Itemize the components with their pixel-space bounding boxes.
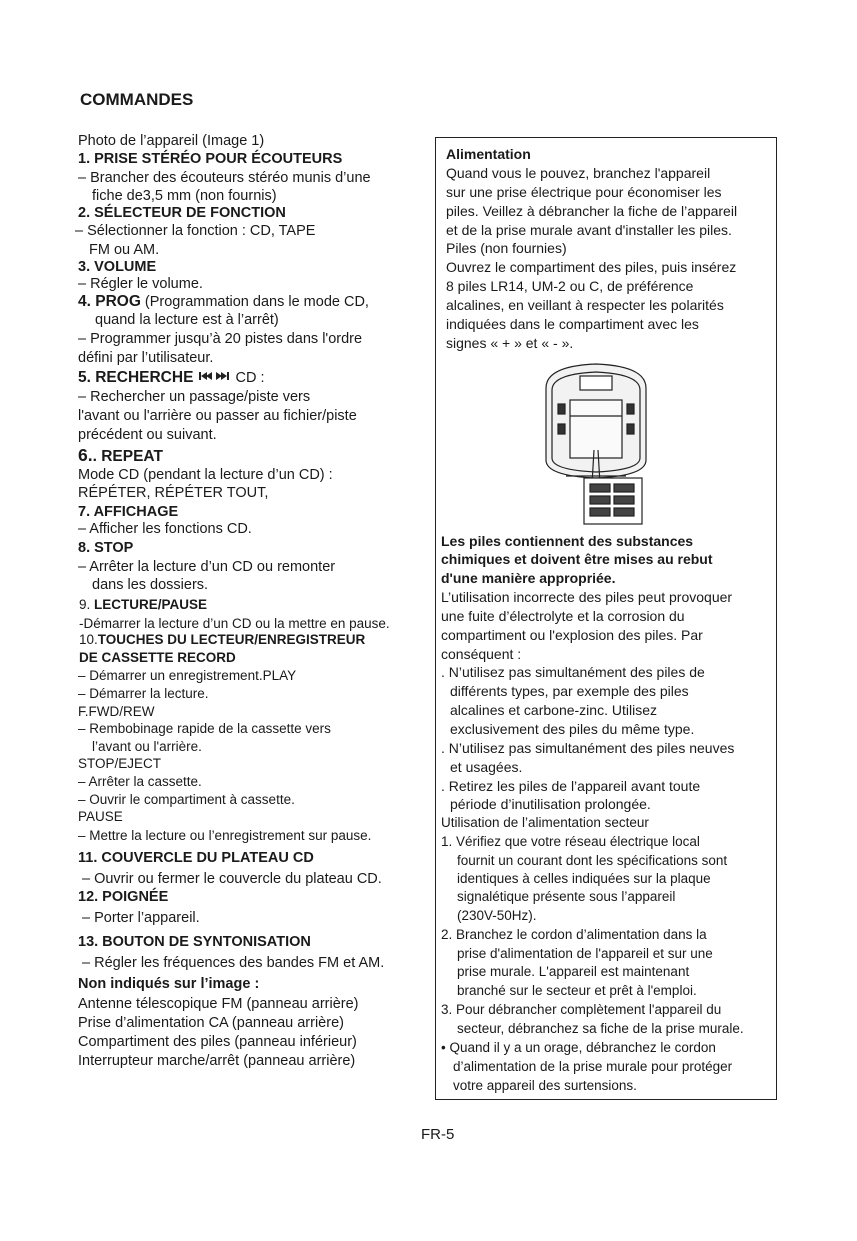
section-10-text: – Mettre la lecture ou l’enregistrement sur pause. [78,828,372,843]
section-9-text: -Démarrer la lecture d’un CD ou la mettre en pause. [79,616,390,631]
warning-heading: Les piles contiennent des substances [441,533,694,549]
section-1-text: – Brancher des écouteurs stéréo munis d’une [78,170,371,186]
warning-heading: chimiques et doivent être mises au rebut [441,551,713,567]
section-10-number: 10. [79,632,98,647]
section-9-title: LECTURE/PAUSE [94,597,208,612]
section-4-subtitle: (Programmation dans le mode CD, [140,294,369,310]
section-11-text: – Ouvrir ou fermer le couvercle du plateau CD. [82,871,382,887]
section-5-subtitle: CD : [235,370,265,386]
section-6-heading [78,445,163,466]
section-7-text: – Afficher les fonctions CD. [78,521,252,537]
section-10-title-cont: DE CASSETTE RECORD [79,650,236,665]
mains-step: 2. Branchez le cordon d’alimentation dans la [441,927,707,942]
section-10-text: F.FWD/REW [78,704,155,719]
section-4-text: – Programmer jusqu’à 20 pistes dans l'ordre [78,331,363,347]
mains-text: signalétique présente sous l’appareil [457,889,676,904]
power-text: signes « + » et « - ». [446,335,574,351]
section-4-title: 4. PROG [78,293,141,310]
power-text: sur une prise électrique pour économiser les [446,184,722,200]
warning-text: différents types, par exemple des piles [450,683,689,699]
mains-text: prise murale. L'appareil est maintenant [457,964,690,979]
power-text: indiquées dans le compartiment avec les [446,316,699,332]
warning-heading: d'une manière appropriée. [441,570,616,586]
warning-text: et usagées. [450,759,523,775]
section-5-title: 5. RECHERCHE [78,369,194,386]
mains-text: (230V-50Hz). [457,908,537,923]
section-4-text: quand la lecture est à l’arrêt) [95,312,279,328]
battery-compartment-illustration [536,360,656,531]
section-9-number: 9. [79,597,95,612]
power-text: Quand vous le pouvez, branchez l'appareil [446,165,711,181]
section-10-text: – Ouvrir le compartiment à cassette. [78,792,295,807]
power-text: piles. Veillez à débrancher la fiche de l’appareil [446,203,738,219]
not-shown-item: Antenne télescopique FM (panneau arrière) [78,996,359,1012]
section-10-text: PAUSE [78,809,123,824]
warning-text: conséquent : [441,646,522,662]
mains-text: branché sur le secteur et prêt à l'emploi. [457,983,697,998]
section-4-text: défini par l’utilisateur. [78,350,214,366]
section-10-text: STOP/EJECT [78,756,162,771]
section-13-heading: 13. BOUTON DE SYNTONISATION [78,934,311,950]
batteries-subheading: Piles (non fournies) [446,240,567,256]
warning-text: période d’inutilisation prolongée. [450,796,651,812]
section-10-text: – Rembobinage rapide de la cassette vers [78,721,331,736]
warning-text: une fuite d’électrolyte et la corrosion du [441,608,685,624]
warning-text: alcalines et carbone-zinc. Utilisez [450,702,657,718]
mains-text: votre appareil des surtensions. [453,1078,637,1093]
power-text: Ouvrez le compartiment des piles, puis insérez [446,259,737,275]
not-shown-item: Compartiment des piles (panneau inférieur) [78,1034,357,1050]
section-6-text: RÉPÉTER, RÉPÉTER TOUT, [78,485,269,501]
section-4-heading [78,293,369,311]
power-text: et de la prise murale avant d'installer les piles. [446,222,732,238]
power-text: alcalines, en veillant à respecter les polarités [446,297,724,313]
section-10-title: TOUCHES DU LECTEUR/ENREGISTREUR [97,632,366,647]
section-9-heading [79,597,207,612]
page-title: COMMANDES [80,90,194,109]
not-shown-item: Prise d’alimentation CA (panneau arrière) [78,1015,344,1031]
section-13-text: – Régler les fréquences des bandes FM et AM. [82,955,385,971]
section-7-heading: 7. AFFICHAGE [78,504,179,520]
section-10-text: – Démarrer un enregistrement.PLAY [78,668,297,683]
skip-back-forward-icon [197,370,231,386]
photo-caption: Photo de l’appareil (Image 1) [78,133,265,149]
section-10-text: – Arrêter la cassette. [78,774,202,789]
power-text: 8 piles LR14, UM-2 ou C, de préférence [446,278,694,294]
warning-text: exclusivement des piles du même type. [450,721,695,737]
section-6-text: Mode CD (pendant la lecture d’un CD) : [78,467,333,483]
warning-bullet: . N’utilisez pas simultanément des piles de [441,664,705,680]
mains-text: secteur, débranchez sa fiche de la prise murale. [457,1021,744,1036]
section-8-heading: 8. STOP [78,540,134,556]
section-6-number: 6. [78,445,93,465]
warning-bullet: . N’utilisez pas simultanément des piles neuves [441,740,735,756]
warning-text: compartiment ou l'explosion des piles. Par [441,627,703,643]
section-8-text: – Arrêter la lecture d’un CD ou remonter [78,559,336,575]
section-3-heading: 3. VOLUME [78,259,157,275]
not-shown-heading: Non indiqués sur l’image : [78,976,260,992]
mains-step: 1. Vérifiez que votre réseau électrique local [441,834,700,849]
mains-bullet: • Quand il y a un orage, débranchez le cordon [441,1040,716,1055]
mains-heading: Utilisation de l’alimentation secteur [441,815,649,830]
section-10-text: – Démarrer la lecture. [78,686,209,701]
mains-step: 3. Pour débrancher complètement l'appareil du [441,1002,722,1017]
section-5-text: l'avant ou l'arrière ou passer au fichier/piste [78,408,357,424]
not-shown-item: Interrupteur marche/arrêt (panneau arrière) [78,1053,356,1069]
section-2-heading: 2. SÉLECTEUR DE FONCTION [78,205,286,221]
section-10-heading [79,632,365,647]
page-number: FR-5 [421,1126,455,1143]
section-2-text: – Sélectionner la fonction : CD, TAPE [75,223,316,239]
section-1-text: fiche de3,5 mm (non fournis) [92,188,277,204]
section-1-heading: 1. PRISE STÉRÉO POUR ÉCOUTEURS [78,151,343,167]
section-11-heading: 11. COUVERCLE DU PLATEAU CD [78,850,314,866]
section-5-heading [78,369,264,387]
section-12-heading: 12. POIGNÉE [78,889,169,905]
section-3-text: – Régler le volume. [78,276,203,292]
power-info-box [435,137,777,1100]
section-12-text: – Porter l’appareil. [82,910,200,926]
section-10-text: l’avant ou l'arrière. [92,739,202,754]
mains-text: identiques à celles indiquées sur la plaque [457,871,711,886]
warning-bullet: . Retirez les piles de l’appareil avant toute [441,778,701,794]
warning-text: L’utilisation incorrecte des piles peut provoquer [441,589,733,605]
mains-text: fournit un courant dont les spécifications sont [457,853,728,868]
power-heading: Alimentation [446,146,531,162]
section-5-text: précédent ou suivant. [78,427,217,443]
section-6-title: . REPEAT [92,448,163,465]
section-8-text: dans les dossiers. [92,577,209,593]
mains-text: d’alimentation de la prise murale pour protéger [453,1059,733,1074]
section-2-text: FM ou AM. [89,242,160,258]
mains-text: prise d'alimentation de l'appareil et sur une [457,946,713,961]
section-5-text: – Rechercher un passage/piste vers [78,389,311,405]
